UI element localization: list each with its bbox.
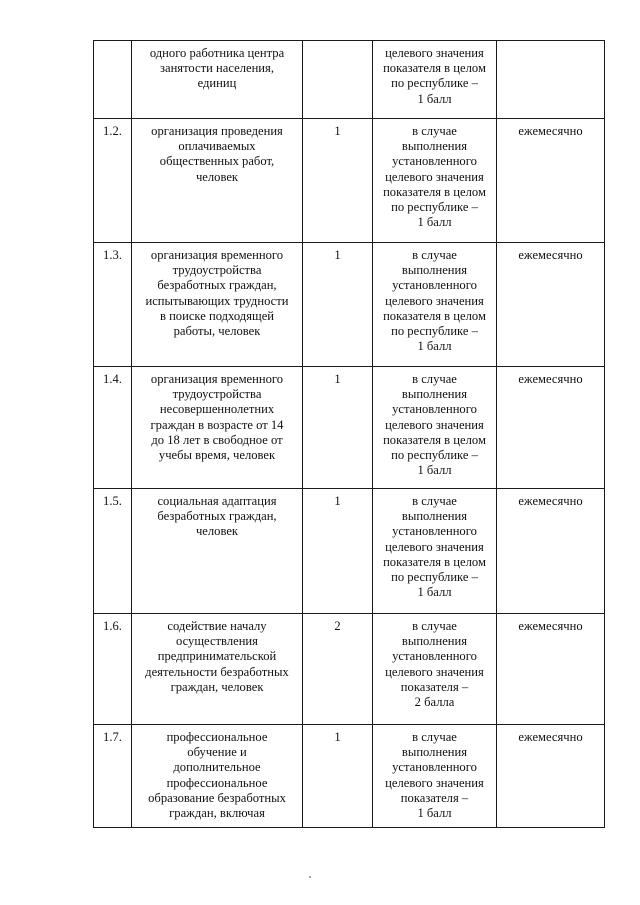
table-row: [94, 725, 605, 828]
indicator-name-cell: организация временного трудоустройства несовершеннолетних граждан в возрасте от 14 до 18 лет в свободное от учебы время, человек: [132, 367, 303, 489]
row-number-cell: [94, 41, 132, 119]
table-row: [94, 243, 605, 367]
frequency-cell: ежемесячно: [497, 367, 605, 489]
indicator-name-cell: содействие началу осуществления предпринимательской деятельности безработных граждан, человек: [132, 614, 303, 725]
condition-cell: в случае выполнения установленного целевого значения показателя – 1 балл: [373, 725, 497, 828]
frequency-cell: ежемесячно: [497, 119, 605, 243]
frequency-cell: ежемесячно: [497, 614, 605, 725]
points-cell: 2: [303, 614, 373, 725]
frequency-cell: ежемесячно: [497, 725, 605, 828]
table-row: [94, 119, 605, 243]
scan-speck: [309, 876, 311, 878]
row-number-cell: 1.4.: [94, 367, 132, 489]
frequency-cell: [497, 41, 605, 119]
points-cell: 1: [303, 489, 373, 614]
points-cell: 1: [303, 243, 373, 367]
table-row: [94, 367, 605, 489]
indicator-name-cell: организация временного трудоустройства безработных граждан, испытывающих трудности в поиске подходящей работы, человек: [132, 243, 303, 367]
row-number-cell: 1.2.: [94, 119, 132, 243]
indicator-name-cell: социальная адаптация безработных граждан, человек: [132, 489, 303, 614]
condition-cell: в случае выполнения установленного целевого значения показателя в целом по республике – 1 балл: [373, 119, 497, 243]
row-number-cell: 1.5.: [94, 489, 132, 614]
frequency-cell: ежемесячно: [497, 243, 605, 367]
row-number-cell: 1.3.: [94, 243, 132, 367]
row-number-cell: 1.7.: [94, 725, 132, 828]
indicators-table: [93, 40, 605, 828]
indicator-name-cell: одного работника центра занятости населения, единиц: [132, 41, 303, 119]
points-cell: 1: [303, 725, 373, 828]
indicator-name-cell: организация проведения оплачиваемых общественных работ, человек: [132, 119, 303, 243]
condition-cell: в случае выполнения установленного целевого значения показателя в целом по республике – 1 балл: [373, 243, 497, 367]
frequency-cell: ежемесячно: [497, 489, 605, 614]
row-number-cell: 1.6.: [94, 614, 132, 725]
points-cell: [303, 41, 373, 119]
condition-cell: в случае выполнения установленного целевого значения показателя – 2 балла: [373, 614, 497, 725]
condition-cell: целевого значения показателя в целом по республике – 1 балл: [373, 41, 497, 119]
table-row: [94, 489, 605, 614]
indicator-name-cell: профессиональное обучение и дополнительное профессиональное образование безработных граждан, включая: [132, 725, 303, 828]
condition-cell: в случае выполнения установленного целевого значения показателя в целом по республике – 1 балл: [373, 489, 497, 614]
table-row: [94, 41, 605, 119]
points-cell: 1: [303, 119, 373, 243]
points-cell: 1: [303, 367, 373, 489]
condition-cell: в случае выполнения установленного целевого значения показателя в целом по республике – 1 балл: [373, 367, 497, 489]
table-row: [94, 614, 605, 725]
